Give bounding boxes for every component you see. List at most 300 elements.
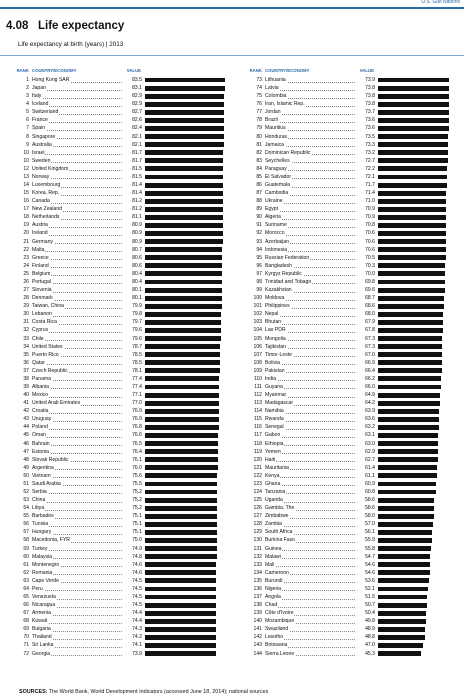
table-row (7, 173, 227, 181)
value-bar (378, 352, 442, 357)
country-name: Uganda (265, 497, 283, 504)
value-label: 70.6 (356, 246, 375, 254)
rank-label: 34 (23, 343, 29, 350)
country-label (32, 545, 124, 553)
table-row (7, 76, 227, 84)
country-label (265, 213, 357, 221)
table-row (240, 351, 460, 359)
rank-label: 121 (253, 464, 262, 471)
value-bar (145, 619, 216, 624)
table-row (240, 391, 460, 399)
rank-label: 130 (253, 537, 262, 544)
value-label: 81.5 (123, 165, 142, 173)
rank-label: 66 (23, 602, 29, 609)
table-row (240, 335, 460, 343)
value-bar (145, 263, 222, 268)
country-name: Israel (32, 149, 45, 156)
value-bar (145, 538, 217, 543)
country-label (32, 593, 124, 601)
country-label (265, 617, 357, 625)
table-row (240, 448, 460, 456)
country-name: Austria (32, 222, 48, 229)
country-name: Senegal (265, 424, 284, 431)
country-label (265, 310, 357, 318)
value-label: 82.1 (123, 133, 142, 141)
country-header: COUNTRY/ECONOMY (32, 68, 77, 73)
country-label (32, 407, 124, 415)
value-bar (378, 255, 446, 260)
value-label: 66.2 (356, 375, 375, 383)
value-bar (378, 360, 442, 365)
value-bar (145, 578, 216, 583)
column-header (240, 68, 460, 76)
table-row (240, 545, 460, 553)
rank-label: 133 (253, 561, 262, 568)
country-name: Slovak Republic (32, 456, 69, 463)
country-label (32, 189, 124, 197)
rank-label: 126 (253, 505, 262, 512)
value-bar (145, 288, 222, 293)
country-name: United States (32, 343, 63, 350)
value-label: 75.2 (123, 488, 142, 496)
country-name: Sri Lanka (32, 642, 54, 649)
table-row (240, 577, 460, 585)
country-label (265, 343, 357, 351)
country-name: Croatia (32, 408, 49, 415)
value-label: 74.3 (123, 625, 142, 633)
rank-label: 43 (23, 416, 29, 423)
value-bar (145, 207, 223, 212)
value-bar (378, 231, 446, 236)
country-name: Finland (32, 262, 49, 269)
value-bar (378, 288, 445, 293)
value-bar (145, 183, 223, 188)
value-bar (378, 611, 426, 616)
table-row (240, 496, 460, 504)
value-label: 73.7 (356, 108, 375, 116)
value-bar (378, 183, 447, 188)
rank-label: 77 (256, 109, 262, 116)
country-name: Mali (265, 561, 275, 568)
table-row (240, 375, 460, 383)
value-bar (378, 473, 437, 478)
top-rule (0, 7, 464, 9)
country-label (32, 553, 124, 561)
value-bar (378, 328, 443, 333)
rank-label: 61 (23, 561, 29, 568)
country-label (32, 205, 124, 213)
country-name: Tajikistan (265, 343, 286, 350)
country-label (32, 310, 124, 318)
country-label (265, 593, 357, 601)
country-name: Algeria (265, 214, 281, 221)
value-label: 75.2 (123, 504, 142, 512)
value-label: 72.7 (356, 157, 375, 165)
value-bar (378, 514, 434, 519)
table-row (240, 472, 460, 480)
value-bar (145, 393, 219, 398)
country-name: Zimbabwe (265, 513, 289, 520)
value-bar (145, 457, 218, 462)
table-row (7, 157, 227, 165)
value-bar (378, 635, 425, 640)
country-label (265, 359, 357, 367)
country-label (32, 585, 124, 593)
rank-label: 78 (256, 117, 262, 124)
country-label (32, 415, 124, 423)
rank-label: 25 (23, 270, 29, 277)
value-label: 63.0 (356, 440, 375, 448)
country-label (265, 585, 357, 593)
rank-label: 141 (253, 626, 262, 633)
country-label (265, 456, 357, 464)
rank-label: 114 (253, 408, 262, 415)
value-bar (378, 215, 446, 220)
country-label (32, 278, 124, 286)
value-label: 52.1 (356, 585, 375, 593)
country-label (32, 229, 124, 237)
rank-label: 80 (256, 133, 262, 140)
table-row (240, 213, 460, 221)
value-bar (378, 490, 436, 495)
rank-label: 142 (253, 634, 262, 641)
value-label: 64.2 (356, 399, 375, 407)
rank-label: 109 (253, 367, 262, 374)
value-bar (378, 175, 447, 180)
country-name: China (32, 497, 46, 504)
value-bar (145, 401, 219, 406)
country-name: Portugal (32, 278, 51, 285)
country-label (32, 173, 124, 181)
value-bar (378, 482, 436, 487)
value-label: 51.5 (356, 593, 375, 601)
country-name: Honduras (265, 133, 288, 140)
country-label (32, 569, 124, 577)
table-row (7, 133, 227, 141)
table-row (7, 383, 227, 391)
country-label (32, 302, 124, 310)
value-bar (378, 530, 432, 535)
rank-label: 123 (253, 480, 262, 487)
table-row (240, 431, 460, 439)
sources-label: SOURCES: (19, 689, 48, 695)
country-label (32, 633, 124, 641)
rank-label: 91 (256, 222, 262, 229)
rank-label: 49 (23, 464, 29, 471)
country-name: Chile (32, 335, 44, 342)
value-bar (145, 433, 218, 438)
country-name: South Africa (265, 529, 293, 536)
table-row (7, 496, 227, 504)
country-name: Ukraine (265, 198, 283, 205)
country-name: Serbia (32, 488, 47, 495)
value-bar (378, 191, 446, 196)
country-label (32, 286, 124, 294)
value-bar (378, 522, 433, 527)
country-name: Lebanon (32, 311, 52, 318)
table-row (240, 512, 460, 520)
rank-label: 71 (23, 642, 29, 649)
value-label: 71.0 (356, 197, 375, 205)
value-label: 82.1 (123, 141, 142, 149)
country-label (265, 189, 357, 197)
value-bar (145, 142, 224, 147)
country-label (265, 448, 357, 456)
country-name: Myanmar (265, 392, 287, 399)
country-name: Kyrgyz Republic (265, 270, 302, 277)
table-row (7, 197, 227, 205)
country-label (32, 221, 124, 229)
country-label (265, 335, 357, 343)
country-name: Brazil (265, 117, 278, 124)
value-label: 54.6 (356, 569, 375, 577)
table-row (7, 391, 227, 399)
country-label (32, 124, 124, 132)
value-bar (145, 255, 222, 260)
table-row (7, 480, 227, 488)
country-name: Costa Rica (32, 319, 57, 326)
country-label (265, 375, 357, 383)
value-bar (145, 296, 222, 301)
value-bar (378, 619, 426, 624)
country-label (265, 633, 357, 641)
value-label: 69.6 (356, 286, 375, 294)
table-row (240, 173, 460, 181)
rank-label: 113 (253, 400, 262, 407)
rank-label: 82 (256, 149, 262, 156)
country-name: El Salvador (265, 173, 292, 180)
value-label: 68.7 (356, 294, 375, 302)
rank-label: 88 (256, 198, 262, 205)
table-row (7, 488, 227, 496)
rank-label: 134 (253, 569, 262, 576)
country-label (265, 262, 357, 270)
country-name: Bangladesh (265, 262, 292, 269)
value-bar (378, 449, 438, 454)
value-label: 79.6 (123, 326, 142, 334)
sources-note (19, 689, 268, 695)
value-label: 58.6 (356, 496, 375, 504)
table-row (240, 423, 460, 431)
table-row (7, 302, 227, 310)
rank-label: 86 (256, 182, 262, 189)
value-label: 75.0 (123, 536, 142, 544)
table-row (7, 221, 227, 229)
country-name: Nicaragua (32, 602, 56, 609)
country-label (32, 116, 124, 124)
value-bar (378, 417, 439, 422)
value-label: 72.2 (356, 165, 375, 173)
value-label: 82.4 (123, 124, 142, 132)
rank-label: 52 (23, 488, 29, 495)
country-label (32, 448, 124, 456)
value-bar (378, 134, 448, 139)
value-label: 62.7 (356, 456, 375, 464)
value-label: 73.8 (356, 100, 375, 108)
value-bar (378, 110, 449, 115)
table-row (7, 545, 227, 553)
value-bar (145, 376, 219, 381)
country-name: Australia (32, 141, 52, 148)
value-bar (145, 215, 223, 220)
country-label (32, 609, 124, 617)
table-row (240, 399, 460, 407)
value-bar (145, 280, 222, 285)
country-name: Burundi (265, 577, 283, 584)
country-name: Guatemala (265, 182, 290, 189)
value-bar (378, 603, 427, 608)
country-name: Russian Federation (265, 254, 310, 261)
value-label: 61.4 (356, 464, 375, 472)
country-name: Suriname (265, 222, 287, 229)
table-row (240, 229, 460, 237)
country-label (265, 561, 357, 569)
country-label (32, 76, 124, 84)
value-label: 73.6 (356, 116, 375, 124)
value-label: 81.7 (123, 157, 142, 165)
value-bar (145, 643, 216, 648)
table-row (240, 246, 460, 254)
rank-label: 46 (23, 440, 29, 447)
table-row (7, 278, 227, 286)
country-name: Hong Kong SAR (32, 77, 70, 83)
value-bar (145, 126, 224, 131)
rank-label: 44 (23, 424, 29, 431)
rank-label: 30 (23, 311, 29, 318)
value-label: 73.2 (356, 149, 375, 157)
value-bar (145, 191, 223, 196)
table-row (240, 141, 460, 149)
value-label: 78.5 (123, 351, 142, 359)
country-name: Zambia (265, 521, 282, 528)
right-column (240, 68, 460, 658)
rank-label: 115 (253, 416, 262, 423)
value-bar (378, 94, 449, 99)
rank-label: 20 (23, 230, 29, 237)
country-label (32, 254, 124, 262)
rank-label: 105 (253, 335, 262, 342)
country-name: Belgium (32, 270, 51, 277)
value-label: 80.6 (123, 254, 142, 262)
country-name: Czech Republic (32, 367, 68, 374)
value-label: 77.1 (123, 391, 142, 399)
value-bar (378, 554, 430, 559)
value-label: 54.6 (356, 561, 375, 569)
table-row (240, 561, 460, 569)
country-label (32, 391, 124, 399)
value-label: 63.9 (356, 407, 375, 415)
rank-label: 94 (256, 246, 262, 253)
country-name: Botswana (265, 642, 288, 649)
value-label: 73.5 (356, 133, 375, 141)
value-label: 74.1 (123, 641, 142, 649)
table-row (7, 456, 227, 464)
table-row (240, 189, 460, 197)
country-name: Swaziland (265, 626, 289, 633)
country-label (265, 545, 357, 553)
value-bar (145, 611, 216, 616)
country-name: United Arab Emirates (32, 400, 81, 407)
table-row (7, 504, 227, 512)
value-bar (378, 457, 438, 462)
rank-label: 14 (23, 182, 29, 189)
value-label: 81.2 (123, 205, 142, 213)
table-row (240, 601, 460, 609)
rank-label: 22 (23, 246, 29, 253)
value-label: 81.2 (123, 197, 142, 205)
value-bar (145, 223, 223, 228)
rank-label: 93 (256, 238, 262, 245)
table-row (240, 520, 460, 528)
country-label (265, 609, 357, 617)
country-label (32, 480, 124, 488)
rank-label: 1 (26, 77, 29, 83)
country-label (32, 375, 124, 383)
country-name: Jordan (265, 109, 281, 116)
value-bar (378, 142, 448, 147)
value-label: 68.0 (356, 310, 375, 318)
value-bar (145, 320, 221, 325)
country-label (265, 553, 357, 561)
value-bar (378, 280, 445, 285)
rank-label: 51 (23, 480, 29, 487)
value-bar (145, 360, 220, 365)
table-row (7, 569, 227, 577)
country-name: Indonesia (265, 246, 288, 253)
rank-label: 55 (23, 513, 29, 520)
country-name: Mongolia (265, 335, 286, 342)
country-name: Montenegro (32, 561, 60, 568)
country-name: Ethiopia (265, 440, 284, 447)
value-bar (378, 312, 443, 317)
rank-label: 48 (23, 456, 29, 463)
country-label (265, 286, 357, 294)
country-label (32, 496, 124, 504)
value-bar (378, 247, 446, 252)
rank-label: 16 (23, 198, 29, 205)
country-label (32, 270, 124, 278)
country-label (32, 456, 124, 464)
country-name: New Zealand (32, 206, 63, 213)
country-name: Paraguay (265, 165, 287, 172)
country-name: Cameroon (265, 569, 289, 576)
value-bar (145, 158, 223, 163)
rank-label: 58 (23, 537, 29, 544)
rank-header: RANK (249, 68, 262, 73)
value-label: 48.8 (356, 633, 375, 641)
value-bar (378, 385, 441, 390)
value-bar (145, 465, 218, 470)
value-bar (145, 118, 224, 123)
value-label: 76.9 (123, 407, 142, 415)
table-row (7, 375, 227, 383)
country-name: Qatar (32, 359, 45, 366)
table-row (240, 440, 460, 448)
rank-label: 23 (23, 254, 29, 261)
value-label: 48.9 (356, 625, 375, 633)
value-bar (378, 126, 449, 131)
value-label: 78.1 (123, 367, 142, 375)
table-row (240, 609, 460, 617)
rank-label: 29 (23, 303, 29, 310)
rank-label: 108 (253, 359, 262, 366)
country-name: Mauritius (265, 125, 286, 132)
country-label (32, 617, 124, 625)
country-label (265, 100, 357, 108)
country-label (265, 92, 357, 100)
country-name: Moldova (265, 295, 285, 302)
value-label: 70.9 (356, 213, 375, 221)
